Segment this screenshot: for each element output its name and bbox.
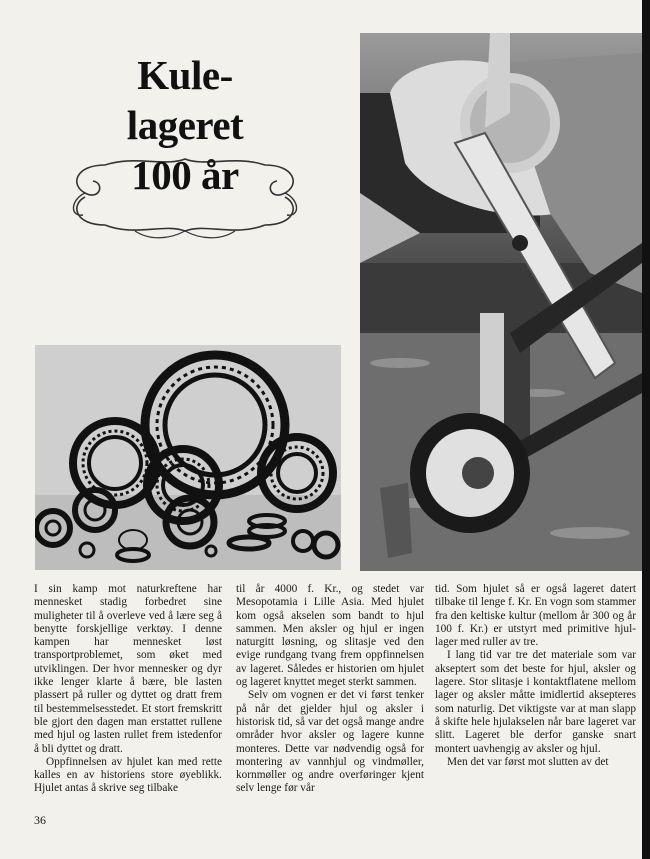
page-binding-edge [642,0,650,859]
text-column-1 [34,583,222,796]
photo-aircraft-propeller-and-wheel [360,33,642,571]
text-column-2 [236,583,424,796]
article-title [60,50,310,250]
paragraph: til år 4000 f. Kr., og stedet var Mesopotamia i Lille Asia. Med hjulet kom også akselen som bandt to hjul sammen. Men aksler og hjul er ingen naturgitt løsning, og slitasje ved den evige rundgang tvang frem oppfinnelsen av lageret. Således er historien om hjulet og lageret knyttet meget sterkt sammen. [236,583,424,689]
paragraph: I lang tid var tre det materiale som var akseptert som det beste for hjul, aksler og lagere. Stor slitasje i kontaktflatene mellom lager og aksler måtte imidlertid aksepteres som naturlig. Det viktigste var at man slapp å skifte hele hjulakselen når bare lageret var slitt. Lageret ble derfor ganske snart montert uavhengig av aksler og hjul. [435,649,636,755]
paragraph: Men det var først mot slutten av det [447,755,609,768]
bearings-illustration [35,345,341,570]
title-line-3: 100 år [131,152,239,198]
photo-ball-bearings [35,345,341,570]
title-line-2: lageret [126,102,244,148]
paragraph: Selv om vognen er det vi først tenker på når det gjelder hjul og aksler i historisk tid, så var det også mange andre områder hvor aksler og lagere kunne monteres. Dette var nødvendig også for montering av vannhjul og vindmøller, kornmøller og andre overføringer kjent selv lenge før vår [236,689,424,795]
page-number: 36 [34,813,46,827]
paragraph: tid. Som hjulet så er også lageret datert tilbake til lenge f. Kr. En vogn som stammer fra den keltiske kultur (mellom år 300 og år 100 f. Kr.) er utstyrt med primitive hjul-lager med ruller av tre. [435,583,636,649]
plane-illustration [360,33,642,571]
paragraph: I sin kamp mot naturkreftene har mennesket stadig forbedret sine muligheter til å overleve ved å lære seg å benytte forskjellige verktøy. I denne kampen har mennesket løst transportproblemet, som øket med utviklingen. Der hvor mennesker og dyr ikke lenger klarte å bære, ble lasten plassert på ruller og dyttet og dratt frem til bestemmelsesstedet. Et stort fremskritt ble gjort den dagen man erstattet rullene med hjul og lasten rullet frem istedenfor å bli dyttet og dratt. [34,583,222,755]
paragraph: Oppfinnelsen av hjulet kan med rette kalles en av historiens store øyeblikk. Hjulet antas å skrive seg tilbake [34,755,222,795]
title-line-1: Kule- [137,52,233,98]
text-column-3 [435,583,636,769]
